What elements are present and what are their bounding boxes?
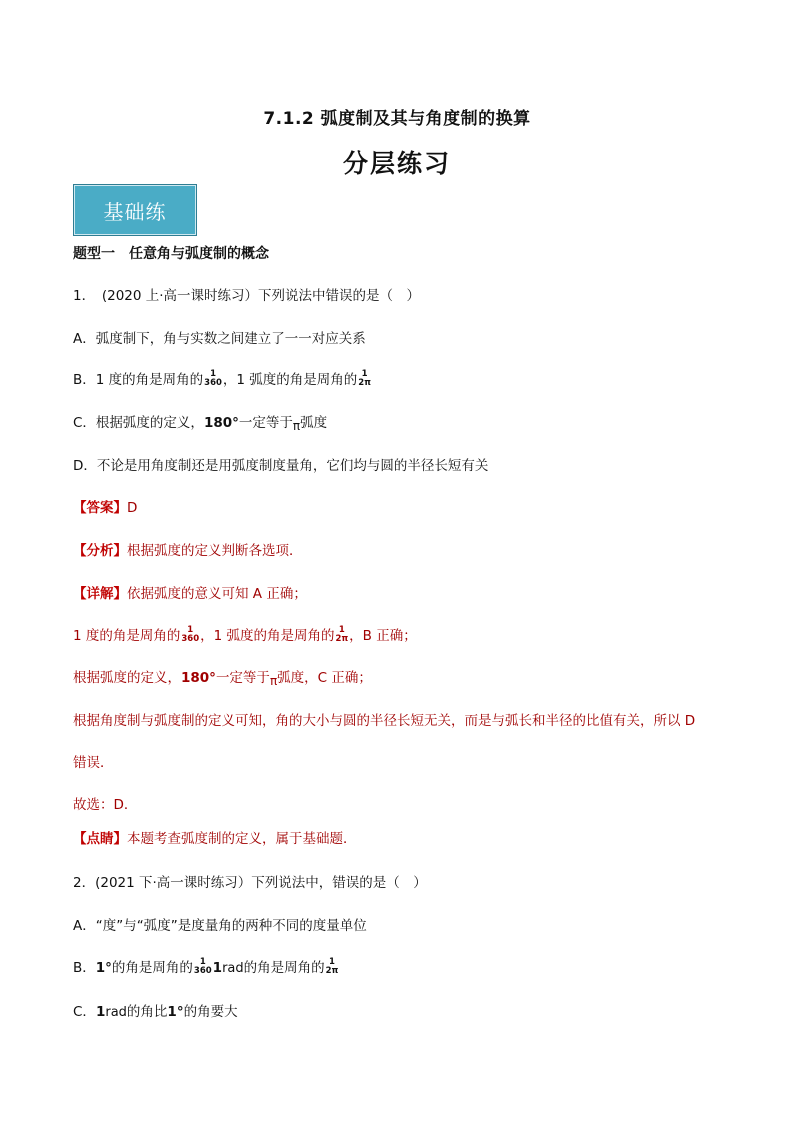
- q1-detail-5: 错误．: [73, 755, 114, 771]
- fraction-1-360: 1 360: [181, 625, 200, 644]
- q1-option-b: B．1 度的角是周角的 1 360 ，1 弧度的角是周角的 1 2π: [73, 369, 371, 388]
- q2-stem: 2．(2021 下·高一课时练习）下列说法中，错误的是（ ）: [73, 875, 427, 891]
- fraction-1-2pi: 1 2π: [325, 957, 339, 976]
- level-badge: 基础练: [73, 184, 197, 236]
- q1-option-d: D．不论是用角度制还是用弧度制度量角，它们均与圆的半径长短有关: [73, 458, 489, 474]
- fraction-1-2pi: 1 2π: [335, 625, 349, 644]
- fraction-1-360: 1 360: [204, 369, 222, 388]
- q1-detail-3: 根据弧度的定义，180°一定等于π弧度，C 正确；: [73, 670, 372, 688]
- fraction-1-2pi: 1 2π: [358, 369, 371, 388]
- q1-option-c: C．根据弧度的定义，180°一定等于π弧度: [73, 415, 328, 433]
- q1-comment: 【点睛】本题考查弧度制的定义，属于基础题．: [73, 831, 357, 847]
- q2-option-a: A．“度”与“弧度”是度量角的两种不同的度量单位: [73, 918, 367, 934]
- q1-analysis: 【分析】根据弧度的定义判断各选项．: [73, 543, 303, 559]
- q1-detail-2: 1 度的角是周角的 1 360 ，1 弧度的角是周角的 1 2π ，B 正确；: [73, 625, 417, 644]
- q1-stem: 1． (2020 上·高一课时练习）下列说法中错误的是（ ）: [73, 288, 421, 304]
- document-subtitle: 分层练习: [342, 149, 451, 178]
- q1-detail-4: 根据角度制与弧度制的定义可知，角的大小与圆的半径长短无关，而是与弧长和半径的比值有关，所以 D: [73, 713, 696, 729]
- q1-answer: 【答案】D: [73, 500, 138, 516]
- q1-choose: 故选：D．: [73, 797, 138, 813]
- document-title: 7.1.2 弧度制及其与角度制的换算: [263, 109, 531, 129]
- q2-option-b: B．1°的角是周角的 1 360 1rad的角是周角的 1 2π: [73, 957, 339, 976]
- q1-option-a: A．弧度制下，角与实数之间建立了一一对应关系: [73, 331, 366, 347]
- section-heading: 题型一 任意角与弧度制的概念: [73, 246, 269, 262]
- fraction-1-360: 1 360: [193, 957, 212, 976]
- q1-detail-1: 【详解】依据弧度的意义可知 A 正确；: [73, 586, 307, 602]
- q2-option-c: C．1rad的角比1°的角要大: [73, 1004, 238, 1020]
